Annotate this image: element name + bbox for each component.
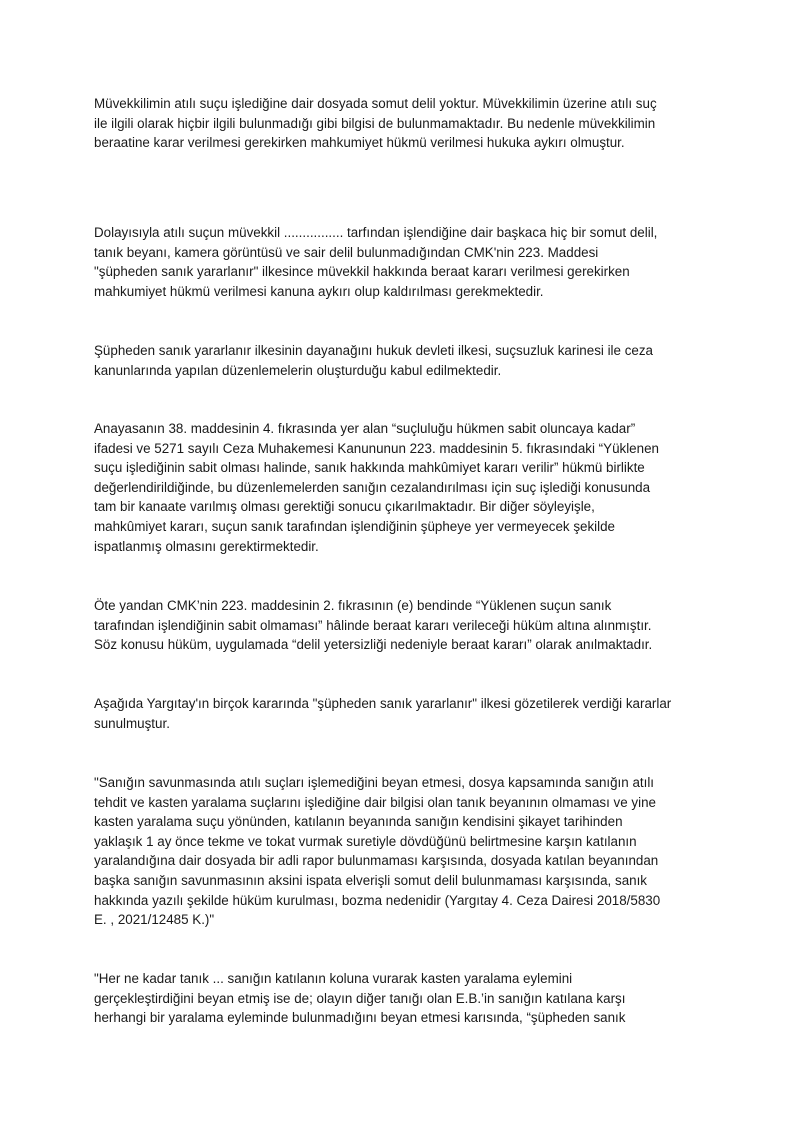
text-line: Aşağıda Yargıtay'ın birçok kararında "şüpheden sanık yararlanır" ilkesi gözetilerek verdiği kararlar xyxy=(94,696,672,711)
text-line: tehdit ve kasten yaralama suçlarını işlediğine dair bilgisi olan tanık beyanının olmaması ve yine xyxy=(94,794,656,810)
text-line: sunulmuştur. xyxy=(94,715,170,731)
text-line: beraatine karar verilmesi gerekirken mahkumiyet hükmü verilmesi hukuka aykırı olmuştur. xyxy=(94,135,625,151)
text-line: Dolayısıyla atılı suçun müvekkil ................ tarfından işlendiğine dair başkaca hiç bir somut delil, xyxy=(94,225,658,240)
text-line: tarafından işlendiğinin sabit olmaması” hâlinde beraat kararı verileceği hüküm altına alınmıştır. xyxy=(94,617,652,633)
text-line: Şüpheden sanık yararlanır ilkesinin dayanağını hukuk devleti ilkesi, suçsuzluk karinesi ile ceza xyxy=(94,343,653,358)
text-line: Anayasanın 38. maddesinin 4. fıkrasında yer alan “suçluluğu hükmen sabit oluncaya kadar” xyxy=(94,421,636,436)
text-line: suçu işlediğinin sabit olması halinde, sanık hakkında mahkûmiyet kararı verilir” hükmü birlikte xyxy=(94,460,645,476)
text-line: mahkûmiyet kararı, suçun sanık tarafından işlendiğinin şüpheye yer vermeyecek şekilde xyxy=(94,518,616,534)
text-line: değerlendirildiğinde, bu düzenlemelerden sanığın cezalandırılması için suç işlediği konusunda xyxy=(94,479,651,495)
text-line: ispatlanmış olmasını gerektirmektedir. xyxy=(94,538,319,554)
text-line: hakkında yazılı şekilde hüküm kurulması, bozma nedenidir (Yargıtay 4. Ceza Dairesi 2018/5830 xyxy=(94,892,661,908)
text-line: herhangi bir yaralama eyleminde bulunmadığını beyan etmesi karısında, “şüpheden sanık xyxy=(94,1010,626,1026)
text-line: yaklaşık 1 ay önce tekme ve tokat vurmak suretiyle dövdüğünü belirtmesine karşın katılanın xyxy=(94,833,637,849)
text-line: "şüpheden sanık yararlanır" ilkesince müvekkil hakkında beraat kararı verilmesi gerekirken xyxy=(94,264,630,280)
text-line: tanık beyanı, kamera görüntüsü ve sair delil bulunmadığından CMK'nin 223. Maddesi xyxy=(94,244,599,260)
text-line: "Her ne kadar tanık ... sanığın katılanın koluna vurarak kasten yaralama eylemini xyxy=(94,971,573,986)
paragraph-constitution-38 xyxy=(94,419,706,556)
text-line: Söz konusu hüküm, uygulamada “delil yetersizliği nedeniyle beraat kararı” olarak anılmaktadır. xyxy=(94,637,653,653)
text-line: gerçekleştirdiğini beyan etmiş ise de; olayın diğer tanığı olan E.B.’in sanığın katılana karşı xyxy=(94,990,626,1006)
text-line: ifadesi ve 5271 sayılı Ceza Muhakemesi Kanununun 223. maddesinin 5. fıkrasındaki “Yüklenen xyxy=(94,440,659,456)
paragraph-cmk-223 xyxy=(94,223,706,301)
text-line: kanunlarında yapılan düzenlemelerin oluşturduğu kabul edilmektedir. xyxy=(94,362,502,378)
text-line: başka sanığın savunmasının aksini ispata elverişli somut delil bulunmaması karşısında, sanık xyxy=(94,872,648,888)
text-line: Müvekkilimin atılı suçu işlediğine dair dosyada somut delil yoktur. Müvekkilimin üzerine atılı suç xyxy=(94,96,657,111)
paragraph-principle-basis xyxy=(94,341,706,380)
text-line: yaralandığına dair dosyada bir adli rapor bulunmaması karşısında, dosyada katılan beyanından xyxy=(94,853,659,869)
text-line: kasten yaralama suçu yönünden, katılanın beyanında sanığın kendisini şikayet tarihinden xyxy=(94,814,623,830)
text-line: Öte yandan CMK’nin 223. maddesinin 2. fıkrasının (e) bendinde “Yüklenen suçun sanık xyxy=(94,598,612,613)
paragraph-yargitay-intro xyxy=(94,694,706,733)
text-line: ile ilgili olarak hiçbir ilgili bulunmadığı gibi bilgisi de bulunmamaktadır. Bu nedenle müvekkilimin xyxy=(94,115,656,131)
paragraph-cmk-223-2e xyxy=(94,596,706,655)
paragraph-yargitay-quote-1 xyxy=(94,773,706,930)
text-line: tam bir kanaate varılmış olması gerektiği sonucu çıkarılmaktadır. Bir diğer söyleyişle, xyxy=(94,499,595,515)
text-line: E. , 2021/12485 K.)" xyxy=(94,912,215,928)
paragraph-yargitay-quote-2 xyxy=(94,969,706,1028)
paragraph-no-evidence xyxy=(94,94,706,153)
text-line: mahkumiyet hükmü verilmesi kanuna aykırı olup kaldırılması gerekmektedir. xyxy=(94,283,544,299)
text-line: "Sanığın savunmasında atılı suçları işlemediğini beyan etmesi, dosya kapsamında sanığın atılı xyxy=(94,775,655,790)
